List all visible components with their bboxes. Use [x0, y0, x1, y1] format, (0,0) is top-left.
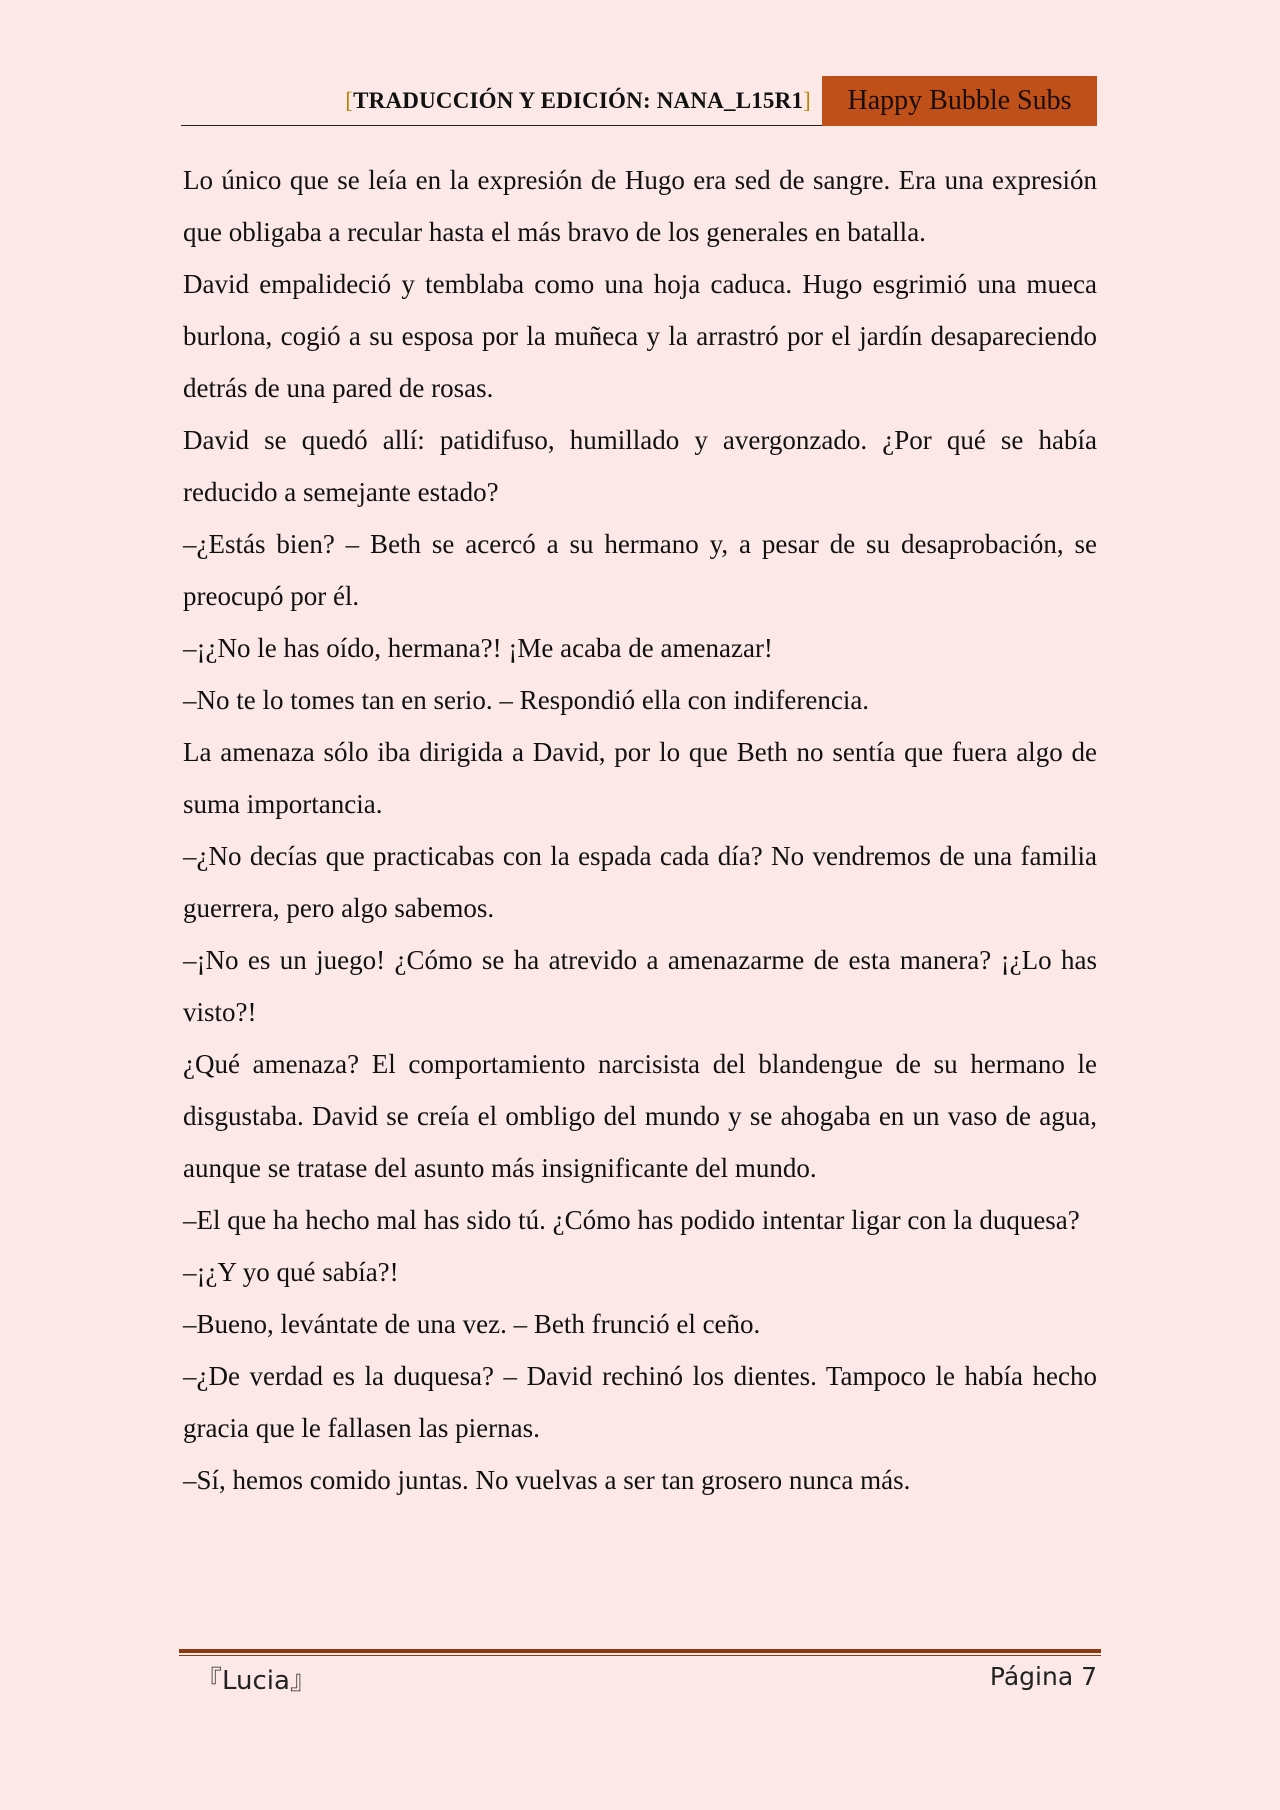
header-title-text: TRADUCCIÓN Y EDICIÓN: NANA_L15R1	[353, 88, 804, 113]
header-title	[345, 88, 811, 114]
header-bracket-open: [	[345, 88, 354, 113]
page-header	[181, 76, 1097, 126]
paragraph: –¡¿Y yo qué sabía?!	[183, 1257, 399, 1287]
paragraph: Lo único que se leía en la expresión de Hugo era sed de sangre. Era una expresión que obligaba a recular hasta el más bravo de los generales en batalla.	[183, 165, 1097, 247]
paragraph: –¿De verdad es la duquesa? – David rechinó los dientes. Tampoco le había hecho gracia que le fallasen las piernas.	[183, 1361, 1097, 1443]
paragraph: –¡No es un juego! ¿Cómo se ha atrevido a amenazarme de esta manera? ¡¿Lo has visto?!	[183, 945, 1097, 1027]
paragraph: –¿Estás bien? – Beth se acercó a su hermano y, a pesar de su desaprobación, se preocupó por él.	[183, 529, 1097, 611]
paragraph: ¿Qué amenaza? El comportamiento narcisista del blandengue de su hermano le disgustaba. David se creía el ombligo del mundo y se ahogaba en un vaso de agua, aunque se tratase del asunto más insignificante del mundo.	[183, 1049, 1097, 1183]
paragraph: –Sí, hemos comido juntas. No vuelvas a ser tan grosero nunca más.	[183, 1465, 911, 1495]
header-divider	[181, 125, 822, 126]
brand-label: Happy Bubble Subs	[847, 85, 1072, 116]
paragraph: –No te lo tomes tan en serio. – Respondió ella con indiferencia.	[183, 685, 870, 715]
header-bracket-close: ]	[803, 88, 811, 113]
footer-page-number: Página 7	[989, 1662, 1097, 1691]
paragraph: David se quedó allí: patidifuso, humillado y avergonzado. ¿Por qué se había reducido a semejante estado?	[183, 425, 1097, 507]
paragraph: –El que ha hecho mal has sido tú. ¿Cómo has podido intentar ligar con la duquesa?	[183, 1205, 1080, 1235]
paragraph: La amenaza sólo iba dirigida a David, por lo que Beth no sentía que fuera algo de suma importancia.	[183, 737, 1097, 819]
brand-box	[822, 76, 1097, 126]
paragraph: –Bueno, levántate de una vez. – Beth frunció el ceño.	[183, 1309, 761, 1339]
paragraph: David empalideció y temblaba como una hoja caduca. Hugo esgrimió una mueca burlona, cogió a su esposa por la muñeca y la arrastró por el jardín desapareciendo detrás de una pared de rosas.	[183, 269, 1097, 403]
paragraph: –¡¿No le has oído, hermana?! ¡Me acaba de amenazar!	[183, 633, 773, 663]
paragraph: –¿No decías que practicabas con la espada cada día? No vendremos de una familia guerrera, pero algo sabemos.	[183, 841, 1097, 923]
footer-divider-thick	[179, 1649, 1101, 1653]
footer-divider-thin	[179, 1655, 1101, 1656]
footer-book-title: 『Lucia』	[196, 1666, 316, 1696]
body-text	[183, 154, 1097, 1506]
